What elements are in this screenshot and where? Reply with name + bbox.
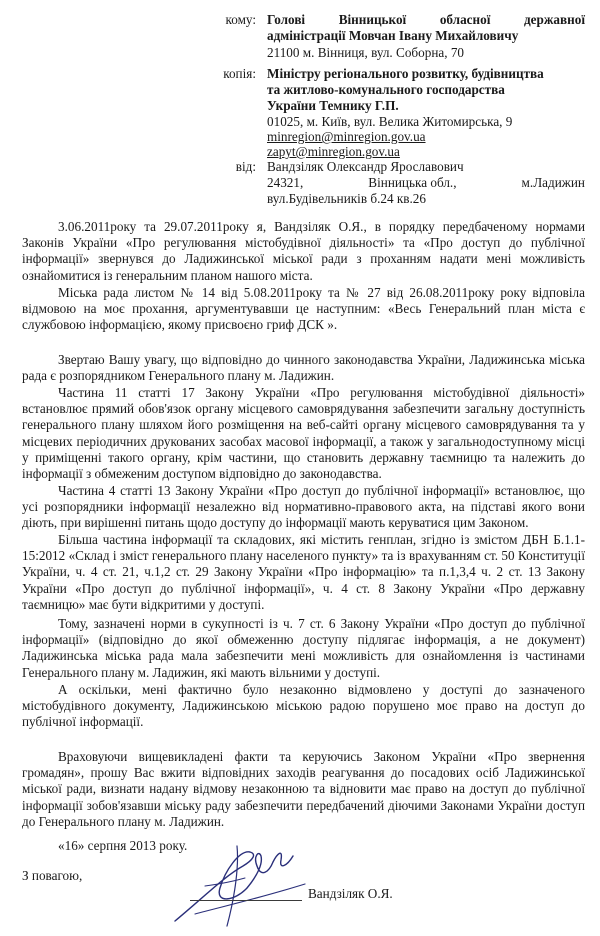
paragraph-6-text: Більша частина інформації та складових, які містить генплан, згідно із змістом ДБН Б.1.1-15:2012 «Склад і зміст генерального плану населеного пункту» та із врахуванням ст. 50 Конституції України, ч. 4 ст. 21, ч.1,2 ст. 29 Закону України «Про інформацію» та п.1,3,4 ч. 2 ст. 13 Закону України «Про доступ до публічної інформації», ч. 4 ст. 8 Закону України «Про державну таємницю» має бути відкритими у доступі. xyxy=(22,532,585,612)
paragraph-3-text: Звертаю Вашу увагу, що відповідно до чинного законодавства України, Ладижинська міська рада є розпорядником Генерального плану м. Ладижин. xyxy=(22,352,585,384)
paragraph-6 xyxy=(22,532,585,613)
paragraph-7 xyxy=(22,616,585,681)
paragraph-9 xyxy=(22,749,585,830)
letter-date: «16» серпня 2013 року. xyxy=(58,838,188,853)
copy-name-line2: та житлово-комунального господарства xyxy=(267,82,505,97)
to-name-line2: адміністрації Мовчан Івану Михайловичу xyxy=(267,28,519,43)
to-label: кому: xyxy=(225,12,256,27)
closing-regards: З повагою, xyxy=(22,868,83,883)
signature-line xyxy=(190,900,302,901)
from-city: м.Ладижин xyxy=(521,175,585,190)
paragraph-8-text: А оскільки, мені фактично було незаконно відмовлено у доступі до зазначеного містобудівного документу, Ладижинською міською радою порушено моє право на доступ до публічної інформації. xyxy=(22,682,585,730)
from-postcode: 24321, xyxy=(267,175,304,190)
paragraph-5 xyxy=(22,483,585,532)
copy-name-line3: України Темнику Г.П. xyxy=(267,98,399,113)
copy-label: копія: xyxy=(223,66,256,81)
copy-email-1: minregion@minregion.gov.ua xyxy=(267,129,426,144)
paragraph-1 xyxy=(22,219,585,284)
signer-name: Вандзіляк О.Я. xyxy=(308,886,393,901)
paragraph-2-text: Міська рада листом № 14 від 5.08.2011року та № 27 від 26.08.2011року року відповіла відмовою на моє прохання, аргументувавши це наступним: «Весь Генеральний план міста є службовою інформацією, якому присвоєно гриф ДСК ». xyxy=(22,285,585,333)
copy-email-2: zapyt@minregion.gov.ua xyxy=(267,144,400,159)
from-region: Вінницька обл., xyxy=(368,175,457,190)
from-name: Вандзіляк Олександр Ярославович xyxy=(267,159,464,174)
from-street: вул.Будівельників б.24 кв.26 xyxy=(267,191,426,206)
paragraph-9-text: Враховуючи вищевикладені факти та керуючись Законом України «Про звернення громадян», прошу Вас вжити відповідних заходів реагування до посадових осіб Ладижинської міської ради, визнати надану відмову незаконною та відновити має право на доступ до публічної інформації зобов'язавши міську раду забезпечити передбачений діючими Законами України доступ до Генерального плану м. Ладижин. xyxy=(22,749,585,829)
from-location-line xyxy=(267,175,585,190)
paragraph-1-text: 3.06.2011року та 29.07.2011року я, Вандзіляк О.Я., в порядку передбаченому нормами Законів України «Про регулювання містобудівної діяльності» та «Про доступ до публічної інформації» звернувся до Ладижинської міської ради з проханням надати мені можливість ознайомитися із генеральним планом нашого міста. xyxy=(22,219,585,283)
paragraph-3 xyxy=(22,352,585,384)
paragraph-4-text: Частина 11 статті 17 Закону України «Про регулювання містобудівної діяльності» встановлює прямий обов'язок органу місцевого самоврядування забезпечити загальну доступність генерального плану шляхом його розміщення на веб-сайті органу місцевого самоврядування та у місцевих періодичних друкованих засобах масової інформації, а також у загальнодоступному місці у приміщенні такого органу, крім частини, що становить державну таємницю та належить до інформації з обмеженим доступом відповідно до законодавства. xyxy=(22,385,585,482)
to-name-line1: Голові Вінницької обласної державної xyxy=(267,12,585,27)
paragraph-8 xyxy=(22,682,585,731)
from-label: від: xyxy=(235,159,256,174)
handwritten-signature xyxy=(165,826,315,936)
paragraph-7-text: Тому, зазначені норми в сукупності із ч. 7 ст. 6 Закону України «Про доступ до публічної інформації» (відповідно до якої обмеженню доступу підлягає інформація, а не документ) Ладижинська міська рада мала забезпечити мені можливість для ознайомлення із частинами Генерального плану м. Ладижин, які мають вільними у доступі. xyxy=(22,616,585,680)
paragraph-2 xyxy=(22,285,585,334)
paragraph-4 xyxy=(22,385,585,482)
paragraph-5-text: Частина 4 статті 13 Закону України «Про доступ до публічної інформації» встановлює, що усі розпорядники інформації незалежно від нормативно-правового акта, на підставі якого вони діють, при вирішенні питань щодо доступу до інформації мають керуватися цим Законом. xyxy=(22,483,585,531)
copy-address: 01025, м. Київ, вул. Велика Житомирська, 9 xyxy=(267,114,513,129)
copy-name-line1: Міністру регіонального розвитку, будівництва xyxy=(267,66,544,81)
to-address: 21100 м. Вінниця, вул. Соборна, 70 xyxy=(267,45,465,60)
